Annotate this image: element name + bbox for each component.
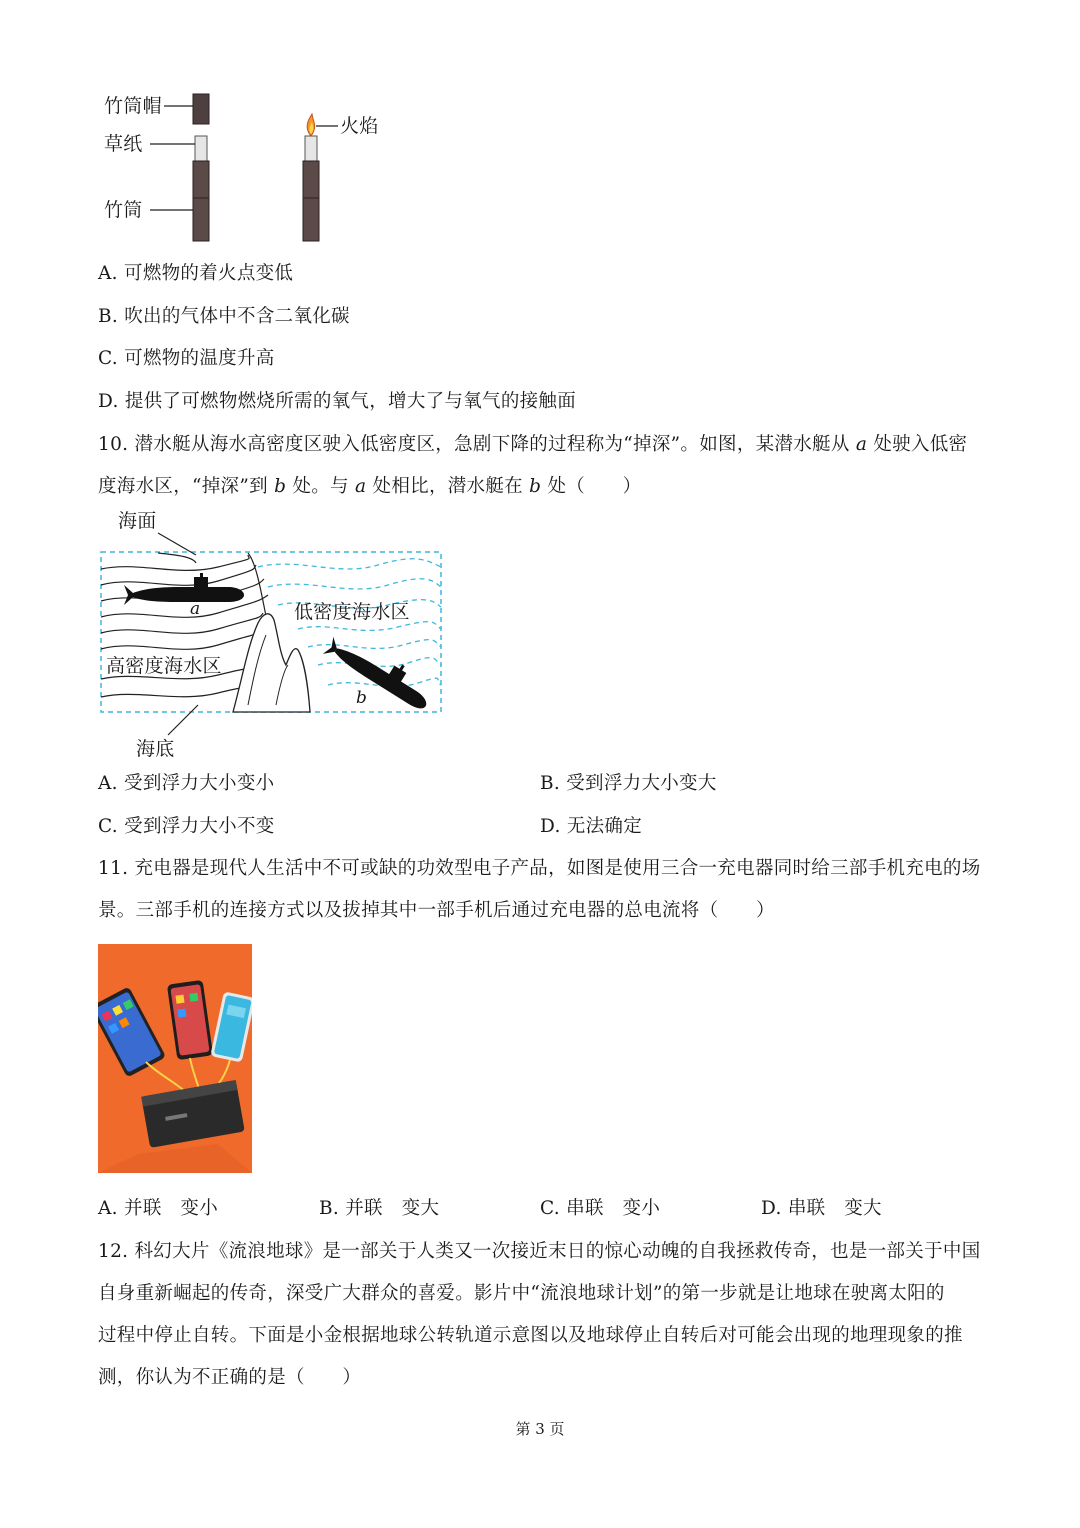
submarine-density-figure bbox=[98, 505, 448, 765]
q10-option-b[interactable]: B. 受到浮力大小变大 bbox=[540, 773, 717, 794]
q10-option-c[interactable]: C. 受到浮力大小不变 bbox=[98, 816, 275, 837]
q11-option-d[interactable]: D. 串联 变大 bbox=[761, 1198, 882, 1219]
q9-option-a[interactable]: A. 可燃物的着火点变低 bbox=[98, 263, 294, 284]
q10-line1-text-end: 处驶入低密 bbox=[867, 434, 968, 455]
q10-var-a: a bbox=[855, 434, 868, 455]
q10-var-b2: b bbox=[529, 476, 542, 497]
q10-option-a[interactable]: A. 受到浮力大小变小 bbox=[98, 773, 275, 794]
q10-line2-text-mid: 处。与 bbox=[286, 476, 356, 497]
position-b-label: b bbox=[356, 688, 368, 708]
q10-var-b: b bbox=[274, 476, 287, 497]
cap-label: 竹筒帽 bbox=[104, 95, 162, 117]
q11-option-c[interactable]: C. 串联 变小 bbox=[540, 1198, 661, 1219]
flame-label: 火焰 bbox=[340, 115, 379, 137]
page-number: 第 3 页 bbox=[515, 1420, 565, 1438]
q10-var-a2: a bbox=[355, 476, 367, 497]
q12-stem-line3: 过程中停止自转。下面是小金根据地球公转轨道示意图以及地球停止自转后对可能会出现的地理现象的推 bbox=[98, 1325, 963, 1346]
paper-label: 草纸 bbox=[104, 133, 143, 155]
q12-stem-line1: 12. 科幻大片《流浪地球》是一部关于人类又一次接近末日的惊心动魄的自我拯救传奇，也是一部关于中国 bbox=[98, 1241, 981, 1262]
q10-line2-text: 度海水区，“掉深”到 bbox=[98, 476, 275, 497]
low-density-label: 低密度海水区 bbox=[294, 601, 410, 623]
q10-line1-text: 10. 潜水艇从海水高密度区驶入低密度区，急剧下降的过程称为“掉深”。如图，某潜水艇从 bbox=[98, 434, 856, 455]
q11-option-a[interactable]: A. 并联 变小 bbox=[98, 1198, 219, 1219]
q12-stem-line2: 自身重新崛起的传奇，深受广大群众的喜爱。影片中“流浪地球计划”的第一步就是让地球在驶离太阳的 bbox=[98, 1283, 945, 1304]
q12-stem-line4: 测，你认为不正确的是（ ） bbox=[98, 1367, 362, 1388]
q10-stem-line1 bbox=[98, 433, 967, 457]
q10-stem-line2 bbox=[98, 475, 641, 499]
q9-option-c[interactable]: C. 可燃物的温度升高 bbox=[98, 348, 275, 369]
q10-line2-text-end: 处（ ） bbox=[541, 476, 642, 497]
q10-option-d[interactable]: D. 无法确定 bbox=[540, 816, 643, 837]
q11-stem-line1: 11. 充电器是现代人生活中不可或缺的功效型电子产品，如图是使用三合一充电器同时给三部手机充电的场 bbox=[98, 858, 981, 879]
charger-photo bbox=[98, 944, 252, 1173]
q9-option-b[interactable]: B. 吹出的气体中不含二氧化碳 bbox=[98, 306, 350, 327]
q9-option-d[interactable]: D. 提供了可燃物燃烧所需的氧气，增大了与氧气的接触面 bbox=[98, 391, 577, 412]
sea-surface-label: 海面 bbox=[118, 510, 157, 532]
sea-floor-label: 海底 bbox=[136, 738, 175, 760]
q11-option-b[interactable]: B. 并联 变大 bbox=[319, 1198, 440, 1219]
position-a-label: a bbox=[190, 599, 201, 619]
q11-stem-line2: 景。三部手机的连接方式以及拔掉其中一部手机后通过充电器的总电流将（ ） bbox=[98, 900, 775, 921]
high-density-label: 高密度海水区 bbox=[106, 655, 222, 677]
q10-line2-text-mid2: 处相比，潜水艇在 bbox=[366, 476, 530, 497]
tube-label: 竹筒 bbox=[104, 199, 143, 221]
